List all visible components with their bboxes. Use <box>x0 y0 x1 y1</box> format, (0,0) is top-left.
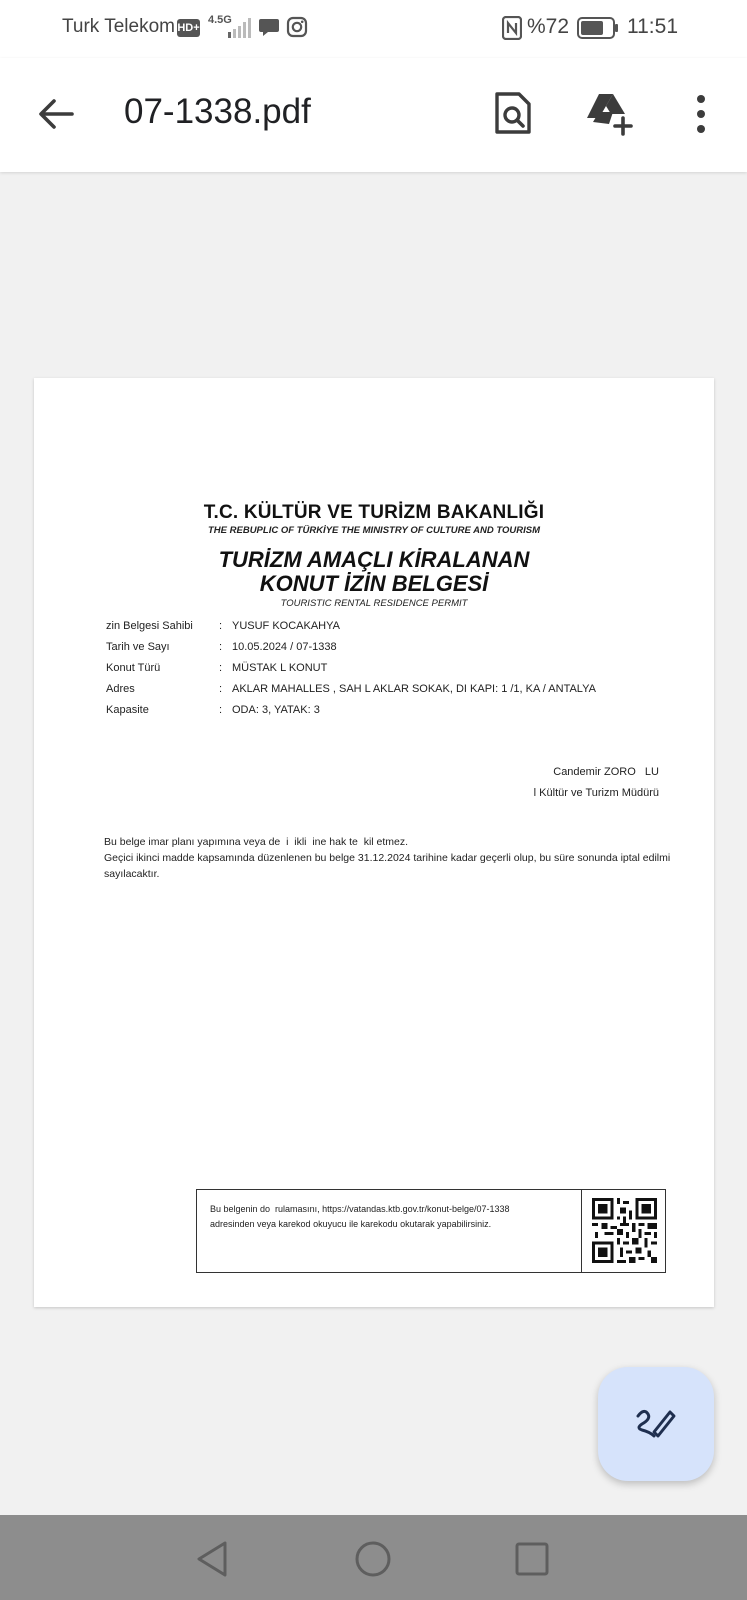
ministry-name: T.C. KÜLTÜR VE TURİZM BAKANLIĞI <box>203 502 545 523</box>
battery-icon <box>577 17 619 39</box>
info-colon: : <box>219 620 223 632</box>
note-line-1: Bu belge imar planı yapımına veya de i ikli ine hak te kil etmez. <box>104 836 409 848</box>
verification-line-2: adresinden veya karekod okuyucu ile karekodu okutarak yapabilirsiniz. <box>210 1219 492 1229</box>
permit-title-line2: KONUT İZİN BELGESİ <box>259 571 489 596</box>
info-colon: : <box>219 704 223 716</box>
info-colon: : <box>219 683 223 695</box>
info-row-type <box>106 662 666 683</box>
info-label: zin Belgesi Sahibi <box>106 620 193 632</box>
add-to-drive-button[interactable] <box>585 90 635 136</box>
nav-recents-button[interactable] <box>512 1539 552 1579</box>
back-button[interactable] <box>34 92 78 136</box>
info-label: Tarih ve Sayı <box>106 641 170 653</box>
network-type: 4.5G <box>208 14 232 26</box>
verification-line-1: Bu belgenin do rulamasını, https://vatandas.ktb.gov.tr/konut-belge/07-1338 <box>210 1204 510 1214</box>
find-in-file-button[interactable] <box>493 90 533 136</box>
nav-home-button[interactable] <box>353 1539 393 1579</box>
system-nav-bar <box>0 1515 747 1600</box>
pdf-page[interactable] <box>34 378 714 1307</box>
clock: 11:51 <box>627 15 678 38</box>
more-options-button[interactable] <box>688 94 714 134</box>
info-row-date <box>106 641 666 662</box>
info-value: 10.05.2024 / 07-1338 <box>232 641 337 653</box>
signal-icon <box>228 18 252 38</box>
info-colon: : <box>219 641 223 653</box>
signer-block <box>534 762 659 804</box>
more-vertical-icon <box>688 94 714 134</box>
info-value: AKLAR MAHALLES , SAH L AKLAR SOKAK, DI KAPI: 1 /1, KA / ANTALYA <box>232 683 596 695</box>
find-in-file-icon <box>493 90 533 136</box>
battery-percent: %72 <box>527 15 570 38</box>
info-colon: : <box>219 662 223 674</box>
note-line-2: Geçici ikinci madde kapsamında düzenlenen bu belge 31.12.2024 tarihine kadar geçerli olup, bu süre sonunda iptal edilmi sayılacaktır. <box>104 852 679 880</box>
info-label: Adres <box>106 683 135 695</box>
verification-divider <box>581 1190 582 1272</box>
nav-recents-icon <box>512 1539 552 1579</box>
hd-badge-icon: HD+ <box>177 19 200 37</box>
nav-home-icon <box>353 1539 393 1579</box>
document-notes <box>104 834 679 882</box>
info-row-capacity <box>106 704 666 725</box>
info-row-address <box>106 683 666 704</box>
carrier-name: Turk Telekom <box>62 16 175 37</box>
signer-name: Candemir ZORO LU <box>553 766 659 778</box>
info-value: MÜSTAK L KONUT <box>232 662 328 674</box>
app-bar <box>0 58 747 172</box>
verification-box <box>196 1189 666 1273</box>
info-label: Konut Türü <box>106 662 161 674</box>
add-to-drive-icon <box>585 90 635 136</box>
permit-info-table <box>106 620 666 725</box>
ministry-name-english: THE REBUPLIC OF TÜRKİYE THE MINISTRY OF CULTURE AND TOURISM <box>208 525 540 536</box>
info-label: Kapasite <box>106 704 149 716</box>
nav-back-icon <box>193 1539 233 1579</box>
info-value: YUSUF KOCAKAHYA <box>232 620 340 632</box>
permit-title-line1: TURİZM AMAÇLI KİRALANAN <box>218 547 530 572</box>
annotate-pen-icon <box>634 1402 678 1446</box>
permit-title-english: TOURISTIC RENTAL RESIDENCE PERMIT <box>280 598 468 609</box>
verification-text <box>210 1202 560 1232</box>
status-bar <box>0 0 747 58</box>
document-header <box>34 502 714 609</box>
info-value: ODA: 3, YATAK: 3 <box>232 704 320 716</box>
nav-back-button[interactable] <box>193 1539 233 1579</box>
signer-title: l Kültür ve Turizm Müdürü <box>533 787 659 799</box>
message-icon <box>258 16 280 38</box>
instagram-icon <box>286 16 308 38</box>
qr-code <box>592 1198 657 1263</box>
annotate-button[interactable] <box>598 1367 714 1481</box>
file-title: 07-1338.pdf <box>124 92 311 131</box>
back-arrow-icon <box>34 92 78 136</box>
nfc-icon <box>502 16 522 40</box>
info-row-owner <box>106 620 666 641</box>
